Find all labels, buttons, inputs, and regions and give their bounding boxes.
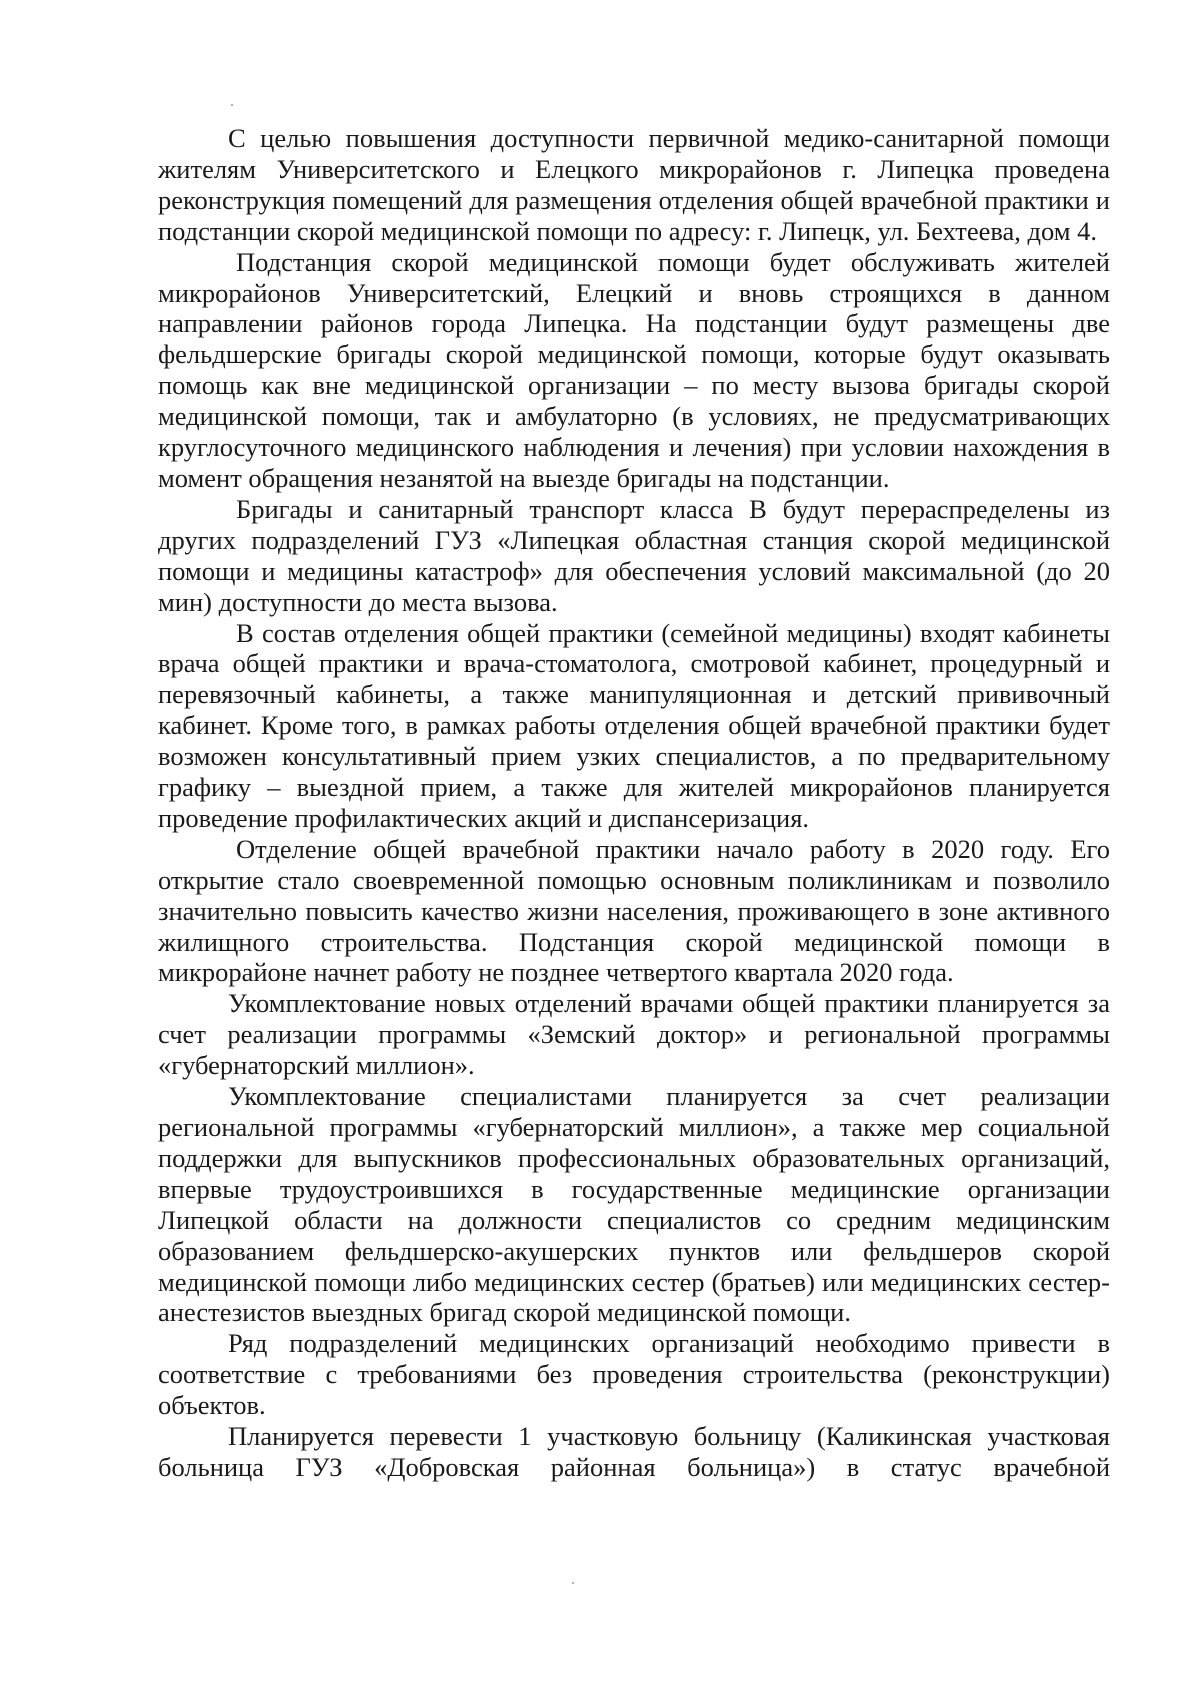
document-body: [158, 123, 1110, 1483]
paragraph-6: Укомплектование новых отделений врачами общей практики планируется за счет реализации программы «Земский доктор» и региональной программы «губернаторский миллион».: [158, 988, 1110, 1081]
paragraph-1: С целью повышения доступности первичной медико-санитарной помощи жителям Университетского и Елецкого микрорайонов г. Липецка проведена реконструкция помещений для размещения отделения общей врачебной практики и подстанции скорой медицинской помощи по адресу: г. Липецк, ул. Бехтеева, дом 4.: [158, 123, 1110, 246]
paragraph-3: Бригады и санитарный транспорт класса В будут перераспределены из других подразделений ГУЗ «Липецкая областная станция скорой медицинской помощи и медицины катастроф» для обеспечения условий максимальной (до 20 мин) доступности до места вызова.: [158, 493, 1110, 617]
paragraph-2: Подстанция скорой медицинской помощи будет обслуживать жителей микрорайонов Университетский, Елецкий и вновь строящихся в данном направлении районов города Липецка. На подстанции будут размещены две фельдшерские бригады скорой медицинской помощи, которые будут оказывать помощь как вне медицинской организации – по месту вызова бригады скорой медицинской помощи, так и амбулаторно (в условиях, не предусматривающих круглосуточного медицинского наблюдения и лечения) при условии нахождения в момент обращения незанятой на выезде бригады на подстанции.: [158, 246, 1110, 493]
paragraph-8: Ряд подразделений медицинских организаций необходимо привести в соответствие с требованиями без проведения строительства (реконструкции) объектов.: [158, 1328, 1110, 1421]
paragraph-5: Отделение общей врачебной практики начало работу в 2020 году. Его открытие стало своевременной помощью основным поликлиникам и позволило значительно повысить качество жизни населения, проживающего в зоне активного жилищного строительства. Подстанция скорой медицинской помощи в микрорайоне начнет работу не позднее четвертого квартала 2020 года.: [158, 833, 1110, 988]
paragraph-4: В состав отделения общей практики (семейной медицины) входят кабинеты врача общей практики и врача-стоматолога, смотровой кабинет, процедурный и перевязочный кабинеты, а также манипуляционная и детский прививочный кабинет. Кроме того, в рамках работы отделения общей врачебной практики будет возможен консультативный прием узких специалистов, а по предварительному графику – выездной прием, а также для жителей микрорайонов планируется проведение профилактических акций и диспансеризация.: [158, 617, 1110, 833]
scan-speck-top: [231, 104, 233, 106]
paragraph-9: Планируется перевести 1 участковую больницу (Каликинская участковая больница ГУЗ «Добровская районная больница») в статус врачебной: [158, 1421, 1110, 1482]
scan-speck-bottom: [572, 1582, 574, 1584]
paragraph-7: Укомплектование специалистами планируется за счет реализации региональной программы «губернаторский миллион», а также мер социальной поддержки для выпускников профессиональных образовательных организаций, впервые трудоустроившихся в государственные медицинские организации Липецкой области на должности специалистов со средним медицинским образованием фельдшерско-акушерских пунктов или фельдшеров скорой медицинской помощи либо медицинских сестер (братьев) или медицинских сестер-анестезистов выездных бригад скорой медицинской помощи.: [158, 1081, 1110, 1328]
